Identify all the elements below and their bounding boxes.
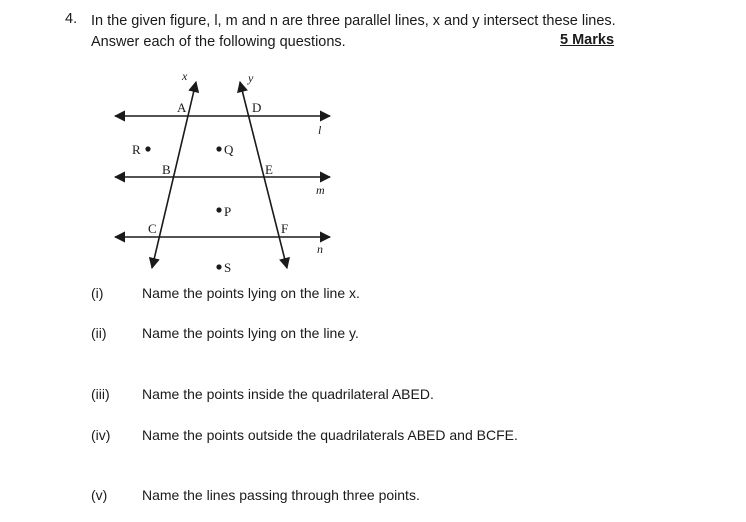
- point-label-D: D: [252, 100, 262, 115]
- line-y: [240, 82, 287, 268]
- label-n: n: [317, 242, 323, 256]
- point-S-dot: [216, 264, 221, 269]
- line-x: [152, 82, 196, 268]
- sub-question-2-text: Name the points lying on the line y.: [142, 325, 359, 341]
- sub-question-4-text: Name the points outside the quadrilaterals ABED and BCFE.: [142, 427, 518, 443]
- point-Q-dot: [216, 146, 221, 151]
- point-label-B: B: [162, 162, 171, 177]
- point-label-S: S: [224, 260, 232, 275]
- point-label-E: E: [265, 162, 273, 177]
- point-label-A: A: [177, 100, 187, 115]
- sub-question-2-num: (ii): [91, 325, 107, 341]
- sub-question-3-num: (iii): [91, 386, 110, 402]
- question-number: 4.: [65, 11, 78, 27]
- point-label-P: P: [224, 204, 232, 219]
- point-label-F: F: [281, 221, 289, 236]
- sub-question-1-text: Name the points lying on the line x.: [142, 285, 360, 301]
- sub-question-5-text: Name the lines passing through three points.: [142, 487, 420, 503]
- label-y: y: [248, 71, 254, 85]
- point-label-R: R: [132, 142, 141, 157]
- label-l: l: [318, 123, 322, 137]
- sub-question-1-num: (i): [91, 285, 104, 301]
- sub-question-4-num: (iv): [91, 427, 111, 443]
- sub-question-5-num: (v): [91, 487, 108, 503]
- question-text: In the given figure, l, m and n are three parallel lines, x and y intersect these lines. Answer each of the following questions.: [91, 13, 616, 50]
- marks-label: 5 Marks: [560, 32, 615, 48]
- point-label-Q: Q: [224, 142, 234, 157]
- label-m: m: [316, 183, 325, 197]
- point-label-C: C: [148, 221, 157, 236]
- point-R-dot: [145, 146, 150, 151]
- label-x: x: [182, 69, 188, 83]
- sub-question-3-text: Name the points inside the quadrilateral ABED.: [142, 386, 434, 402]
- point-P-dot: [216, 207, 221, 212]
